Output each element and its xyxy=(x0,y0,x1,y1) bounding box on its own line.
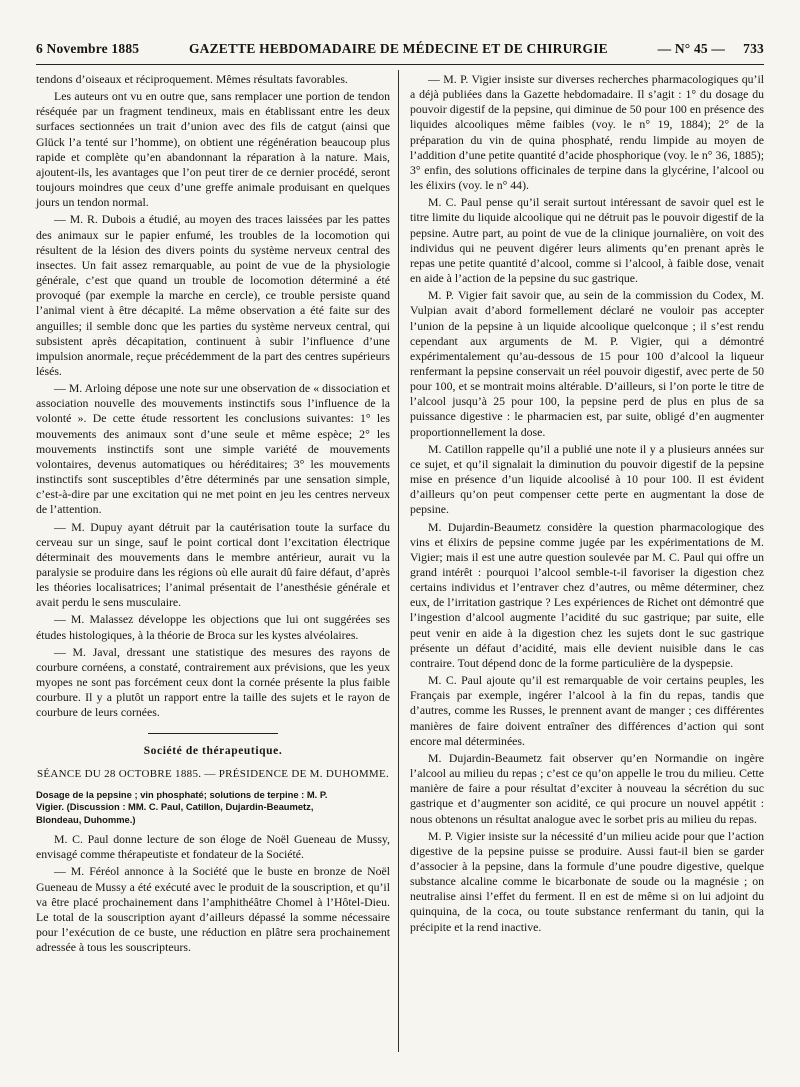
paragraph: M. P. Vigier insiste sur la nécessité d’un milieu acide pour que l’action digestive de la pepsine puisse se produire. Aussi faut-il bien se garder d’associer à la pepsine, dans la formule d’une poudre digestive, quelque substance alcaline comme le bicarbonate de soude ou la magnésie ; on neutralise ainsi l’effet du ferment. Il en est de même si on lui adjoint du quinquina, de la coca, ou toute substance renfermant du tanin, qui la précipite et la rend inactive. xyxy=(410,828,764,934)
paragraph: M. P. Vigier fait savoir que, au sein de la commission du Codex, M. Vulpian avait d’abord formellement déclaré ne vouloir pas accepter l’union de la pepsine à un liquide alcoolique quelconque ; il s’est rendu cependant aux arguments de M. P. Vigier, qui a démontré expérimentalement qu’au-dessous de 15 pour 100 d’alcool la liqueur renfermant la pepsine conservait un réel pouvoir digestif, avec perte de 50 pour 100, et se montrait moins altérable. D’ailleurs, si l’on porte le titre de l’alcool jusqu’à 25 pour 100, la pepsine perd de plus en plus de sa puissance digestive : le pharmacien est, par suite, obligé d’en augmenter proportionnellement la dose. xyxy=(410,288,764,439)
header-rule xyxy=(36,64,764,65)
header-right xyxy=(658,41,764,57)
session-line: SÉANCE DU 28 OCTOBRE 1885. — PRÉSIDENCE DE M. DUHOMME. xyxy=(36,767,390,780)
summary-line: Vigier. (Discussion : MM. C. Paul, Catillon, Dujardin-Beaumetz, xyxy=(36,801,314,813)
paragraph: M. C. Paul donne lecture de son éloge de Noël Gueneau de Mussy, envisagé comme thérapeutiste et fondateur de la Société. xyxy=(36,832,390,862)
header-date: 6 Novembre 1885 xyxy=(36,41,140,56)
paragraph: — M. Dupuy ayant détruit par la cautérisation toute la surface du cerveau sur un singe, sauf le point cortical dont l’excitation électrique déterminait des mouvements dans le membre antérieur, aurait vu la paralysie se produire dans les régions où elle aurait dû faire défaut, d’après les théories localisatrices; l’animal présentait de l’anesthésie générale et avait perdu le sens musculaire. xyxy=(36,519,390,610)
paragraph: — M. Arloing dépose une note sur une observation de « dissociation et association nouvelle des mouvements instinctifs sous l’influence de la volonté ». De cette étude ressortent les conclusions suivantes: 1° les mouvements des animaux sont d’une seule et même espèce; 2° les mouvements instinctifs sont une simple variété de mouvements volontaires, devenus automatiques ou héréditaires; 3° les mouvements instinctifs sont susceptibles d’être déterminés par une sensation simple, c’est-à-dire par une excitation qui ne met point en jeu les centres nerveux de l’attention. xyxy=(36,381,390,517)
summary-line: Dosage de la pepsine ; vin phosphaté; solutions de terpine : M. P. xyxy=(36,788,328,800)
paragraph: — M. R. Dubois a étudié, au moyen des traces laissées par les pattes des animaux sur le papier enfumé, les troubles de la locomotion qui résultent de la lésion des divers points du système nerveux central des insectes. Un fait assez remarquable, au point de vue de la physiologie générale, c’est que quand un trouble de locomotion déterminé a été provoqué (par exemple la marche en cercle), ce trouble persiste quand l’animal vient à être décapité. La même observation a été faite sur des anguilles; il semble donc que les parties du système nerveux central, qui subsistent après décapitation, continuent à subir l’influence d’une impulsion anormale, reçue précédemment de la part des centres supérieurs lésés. xyxy=(36,212,390,378)
paragraph: Les auteurs ont vu en outre que, sans remplacer une portion de tendon réséquée par un fragment tendineux, mais en établissant entre les deux surfaces sectionnées un trait d’union avec des fils de catgut (ainsi que Glück l’a tenté sur l’homme), on obtient une régénération beaucoup plus rapide et complète qu’en abandonnant la réparation à la nature. Mais, ajoutent-ils, les avantages que l’on peut tirer de ce dernier procédé, seront toujours moindres que ceux d’une greffe animale produisant en quelques jours un tendon normal. xyxy=(36,89,390,210)
paragraph: — M. Malassez développe les objections que lui ont suggérées ses études histologiques, à la théorie de Broca sur les kystes alvéolaires. xyxy=(36,612,390,642)
paragraph: tendons d’oiseaux et réciproquement. Mêmes résultats favorables. xyxy=(36,72,348,86)
section-separator xyxy=(148,733,278,734)
paragraph: M. Catillon rappelle qu’il a publié une note il y a plusieurs années sur ce sujet, et qu’il signalait la diminution du pouvoir digestif de la pepsine mise en présence d’un liquide alcoolisé à 10 pour 100. Il est évident d’ailleurs qu’on peut compenser cette perte en augmentant la dose de pepsine. xyxy=(410,441,764,517)
summary-line: Blondeau, Duhomme.) xyxy=(36,813,136,825)
paragraph: M. C. Paul ajoute qu’il est remarquable de voir certains peuples, les Français par exemple, ingérer l’alcool à la fin du repas, tandis que d’autres, comme les Russes, le prennent avant de manger ; ces différentes manières de faire doivent entraîner des différences d’action qui sont encore mal déterminées. xyxy=(410,673,764,748)
column-divider xyxy=(398,70,399,1052)
paragraph: M. Dujardin-Beaumetz fait observer qu’en Normandie on ingère l’alcool au milieu du repas ; c’est ce qu’on appelle le trou du milieu. Cette manière de faire a pour résultat d’exciter à nouveau la sécrétion du suc gastrique et d’augmenter son acidité, ce qui procure un nouvel appétit : nous obtenons un résultat analogue avec le sorbet pris au milieu du repas. xyxy=(410,750,764,826)
page-number: 733 xyxy=(743,41,764,56)
journal-title: GAZETTE HEBDOMADAIRE DE MÉDECINE ET DE CHIRURGIE xyxy=(188,41,608,56)
paragraph: M. C. Paul pense qu’il serait surtout intéressant de savoir quel est le titre limite du liquide alcoolique qui ne détruit pas le pouvoir digestif de la pepsine. Autre part, au point de vue de la clinique journalière, on voit des individus qui ne peuvent digérer leurs aliments qu’en prenant après le repas une petite quantité d’alcool, comme si l’alcool, à faible dose, venait en aide à l’action de la pepsine du suc gastrique. xyxy=(410,195,764,286)
paragraph: M. Dujardin-Beaumetz considère la question pharmacologique des vins et élixirs de pepsine comme jugée par les expérimentations de M. Vigier; mais il est une autre question soulevée par M. C. Paul qui offre un grand intérêt : pourquoi l’alcool semble-t-il favoriser la digestion chez certains individus et l’entraver chez d’autres, ou même déterminer, chez eux, de l’irritation gastrique ? Les expériences de Richet ont démontré que l’ingestion d’alcool augmente l’acidité du suc gastrique; par suite, elle peut venir en aide à la digestion chez les sujets dont le suc gastrique présente un défaut d’acidité, mais elle devient nuisible dans le cas contraire. Tout dépend donc de la forme particulière de la dyspepsie. xyxy=(410,519,764,670)
paragraph: — M. Javal, dressant une statistique des mesures des rayons de courbure cornéens, a constaté, contrairement aux prévisions, que les yeux myopes ne sont pas forcément ceux dont la cornée présente la plus faible courbure. Il y a plutôt un rapport entre la taille des sujets et le rayon de courbure de leurs cornées. xyxy=(36,644,390,720)
session-summary xyxy=(36,789,390,826)
right-column xyxy=(410,72,764,937)
running-header xyxy=(36,38,764,60)
paragraph: — M. Féréol annonce à la Société que le buste en bronze de Noël Gueneau de Mussy a été exécuté avec le produit de la souscription, et qu’il va être placé prochainement dans l’amphithéâtre Chomel à l’Hôtel-Dieu. Le total de la souscription ayant d’ailleurs dépassé la somme nécessaire pour l’exécution de ce buste, une réduction en plâtre sera prochainement adressée à tous les souscripteurs. xyxy=(36,864,390,955)
issue-number: — N° 45 — xyxy=(657,41,726,56)
paragraph: — M. P. Vigier insiste sur diverses recherches pharmacologiques qu’il a déjà publiées dans la Gazette hebdomadaire. Il s’agit : 1° du dosage du pouvoir digestif de la pepsine, qui diminue de 50 pour 100 en présence des liquides alcooliques même faibles (voy. le n° 19, 1884); 2° de la préparation du vin de quina phosphaté, rendu limpide au moyen de l’addition d’une petite quantité d’acide phosphorique (voy. le n° 36, 1885); 3° enfin, des solutions officinales de terpine dans la glycérine, l’alcool ou les élixirs (voy. le n° 44). xyxy=(410,72,764,193)
left-column xyxy=(36,72,390,957)
section-heading: Société de thérapeutique. xyxy=(143,744,283,757)
